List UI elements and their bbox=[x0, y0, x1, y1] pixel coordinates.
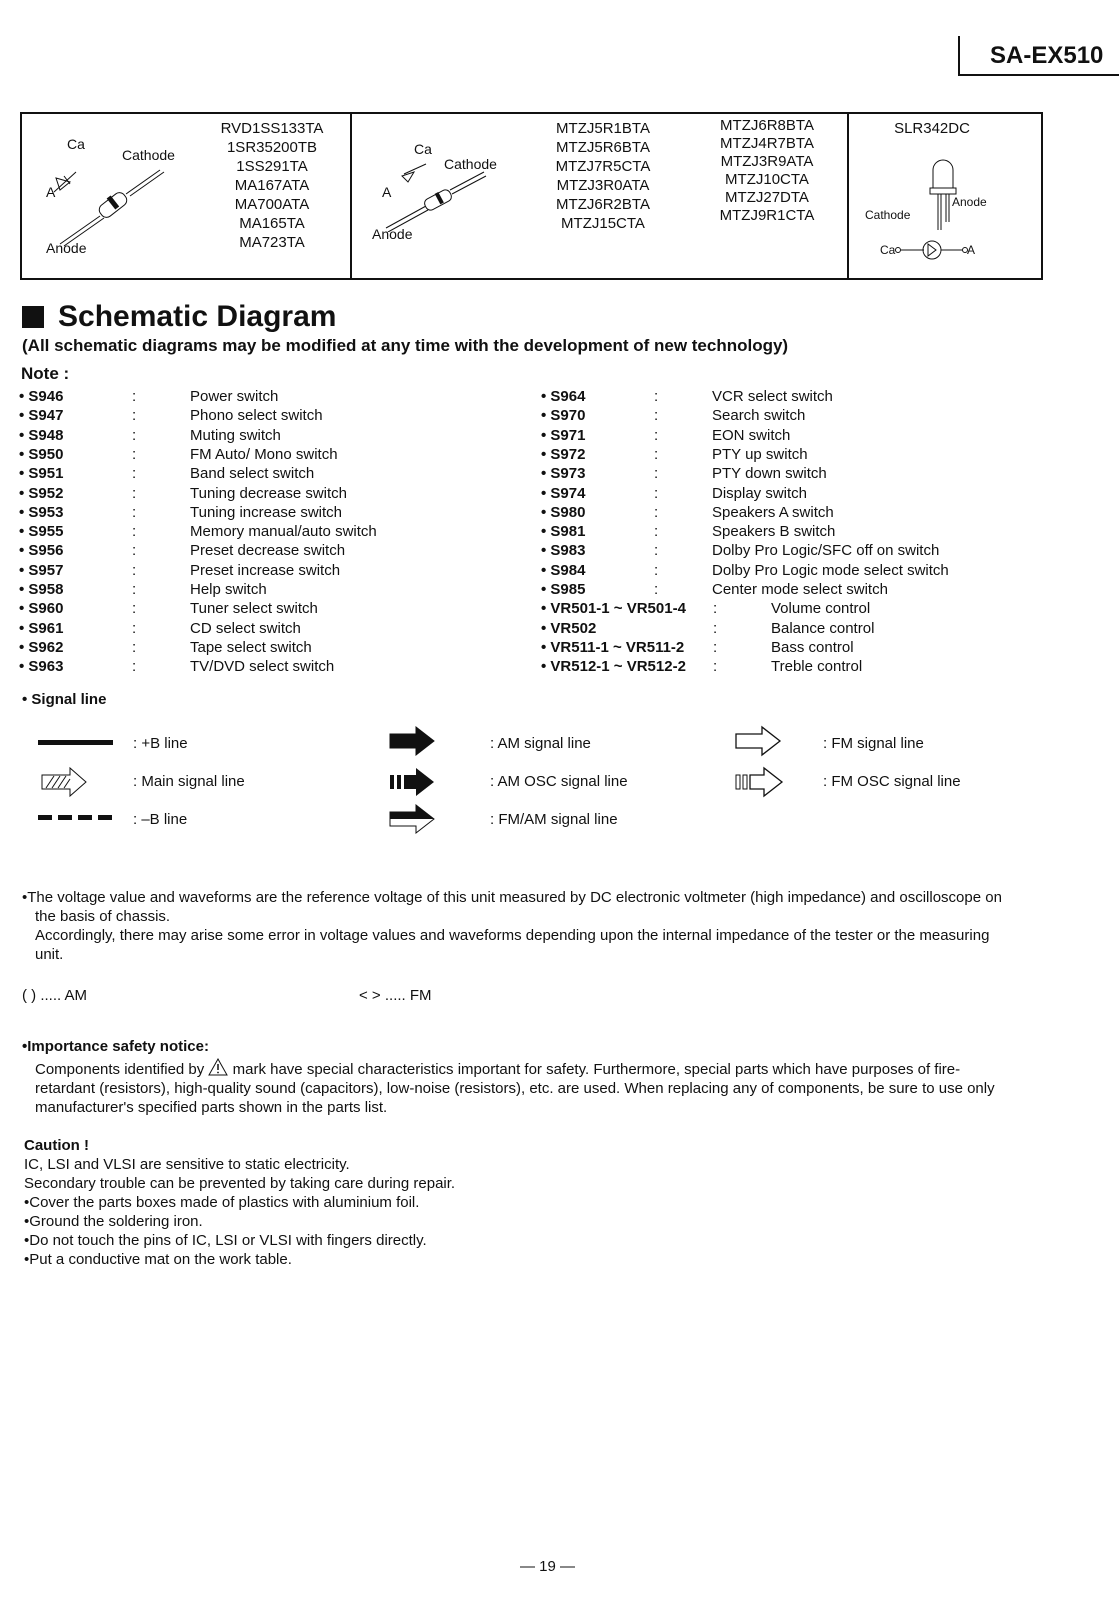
switch-description: Tuning increase switch bbox=[190, 503, 343, 521]
switch-description: Display switch bbox=[712, 484, 808, 502]
switch-code: • S984 bbox=[541, 561, 586, 579]
part-number: MA723TA bbox=[239, 234, 305, 251]
switch-code: • S973 bbox=[541, 465, 586, 483]
part-number: MTZJ9R1CTA bbox=[719, 207, 815, 224]
warning-triangle-icon bbox=[208, 1058, 228, 1076]
title-square-icon bbox=[22, 306, 44, 328]
switch-description: Band select switch bbox=[190, 465, 315, 483]
separator-colon: : bbox=[654, 445, 659, 463]
safety-text-line: manufacturer's specified parts shown in the parts list. bbox=[35, 1099, 388, 1116]
voltage-note-line: unit. bbox=[35, 946, 64, 963]
am-osc-arrow-icon bbox=[388, 765, 438, 799]
switch-code: • S951 bbox=[19, 465, 64, 483]
part-number: MTZJ7R5CTA bbox=[555, 158, 651, 175]
legend-label: : Main signal line bbox=[133, 773, 245, 790]
switch-code: • VR501-1 ~ VR501-4 bbox=[541, 600, 686, 618]
switch-description: Bass control bbox=[771, 638, 854, 656]
caution-line: IC, LSI and VLSI are sensitive to static electricity. bbox=[24, 1156, 350, 1173]
caution-heading: Caution ! bbox=[24, 1137, 89, 1154]
part-list-col2b bbox=[702, 117, 832, 225]
model-number: SA-EX510 bbox=[990, 42, 1104, 69]
switch-description: FM Auto/ Mono switch bbox=[190, 445, 338, 463]
note-label: Note : bbox=[21, 364, 70, 383]
led-part: SLR342DC bbox=[894, 120, 970, 137]
separator-colon: : bbox=[132, 407, 137, 425]
switch-description: Dolby Pro Logic mode select switch bbox=[712, 561, 949, 579]
separator-colon: : bbox=[132, 658, 137, 676]
plus-b-line-icon bbox=[38, 735, 116, 751]
switch-description: Dolby Pro Logic/SFC off on switch bbox=[712, 542, 940, 560]
switch-code: • S963 bbox=[19, 658, 64, 676]
parts-divider bbox=[350, 114, 352, 278]
fm-am-arrow-icon bbox=[388, 802, 438, 836]
part-number: MTZJ3R0ATA bbox=[556, 177, 650, 194]
label-ca: Ca bbox=[67, 136, 85, 152]
section-subtitle: (All schematic diagrams may be modified at any time with the development of new technology) bbox=[22, 336, 789, 355]
switch-description: CD select switch bbox=[190, 619, 301, 637]
switch-description: Speakers B switch bbox=[712, 523, 836, 541]
separator-colon: : bbox=[654, 561, 659, 579]
part-number: MTZJ27DTA bbox=[725, 189, 809, 206]
separator-colon: : bbox=[132, 503, 137, 521]
switch-code: • VR511-1 ~ VR511-2 bbox=[541, 638, 685, 656]
part-number: 1SS291TA bbox=[236, 158, 308, 175]
voltage-note bbox=[22, 888, 1102, 964]
part-list-col1 bbox=[202, 119, 342, 252]
legend-label: : FM/AM signal line bbox=[490, 811, 618, 828]
switch-description: Center mode select switch bbox=[712, 581, 888, 598]
separator-colon: : bbox=[654, 465, 659, 483]
caution-line: •Cover the parts boxes made of plastics with aluminium foil. bbox=[24, 1194, 420, 1211]
switch-code: • S960 bbox=[19, 600, 64, 618]
safety-text-part: Components identified by bbox=[35, 1061, 205, 1078]
switch-description: PTY up switch bbox=[712, 445, 808, 463]
part-number: 1SR35200TB bbox=[226, 139, 318, 156]
switch-code: • S948 bbox=[19, 426, 64, 444]
separator-colon: : bbox=[132, 445, 137, 463]
switch-code: • S974 bbox=[541, 484, 586, 502]
switch-code: • S985 bbox=[541, 581, 586, 598]
part-number: MTZJ6R8BTA bbox=[720, 117, 814, 134]
separator-colon: : bbox=[654, 426, 659, 444]
section-title bbox=[22, 300, 336, 334]
switch-code: • S956 bbox=[19, 542, 64, 560]
switch-code: • S981 bbox=[541, 523, 586, 541]
switch-description: Tape select switch bbox=[190, 638, 312, 656]
switch-description: Volume control bbox=[771, 600, 871, 618]
label-a: A bbox=[967, 243, 976, 257]
switch-description: Speakers A switch bbox=[712, 503, 834, 521]
separator-colon: : bbox=[654, 407, 659, 425]
parts-table bbox=[20, 112, 1043, 280]
legend-label: : FM OSC signal line bbox=[823, 773, 961, 790]
am-marker: ( ) ..... AM bbox=[22, 987, 88, 1004]
label-a: A bbox=[382, 184, 392, 200]
label-cathode: Cathode bbox=[865, 208, 911, 222]
switch-code: • S946 bbox=[19, 388, 64, 405]
switch-code: • S964 bbox=[541, 388, 586, 405]
label-cathode: Cathode bbox=[122, 147, 175, 163]
diode-icon bbox=[40, 154, 170, 254]
switch-code: • S983 bbox=[541, 542, 586, 560]
led-symbol-icon bbox=[894, 238, 974, 262]
separator-colon: : bbox=[132, 426, 137, 444]
switch-description: Preset increase switch bbox=[190, 561, 341, 579]
label-anode: Anode bbox=[46, 240, 87, 256]
switch-description: Memory manual/auto switch bbox=[190, 523, 377, 541]
separator-colon: : bbox=[132, 638, 137, 656]
switch-code: • S957 bbox=[19, 561, 64, 579]
signal-line-heading: • Signal line bbox=[22, 691, 107, 708]
switch-description: Tuner select switch bbox=[190, 600, 318, 618]
part-number: RVD1SS133TA bbox=[220, 120, 324, 137]
parts-divider bbox=[847, 114, 849, 278]
label-anode: Anode bbox=[952, 195, 987, 209]
safety-text bbox=[35, 1058, 1110, 1117]
switch-code: • S955 bbox=[19, 523, 64, 541]
model-header bbox=[958, 36, 1119, 76]
legend-label: : AM signal line bbox=[490, 735, 591, 752]
switch-description: Muting switch bbox=[190, 426, 281, 444]
switch-description: Search switch bbox=[712, 407, 806, 425]
switch-code: • S980 bbox=[541, 503, 586, 521]
switch-description: Balance control bbox=[771, 619, 875, 637]
caution-line: •Do not touch the pins of IC, LSI or VLSI with fingers directly. bbox=[24, 1232, 427, 1249]
caution-line: Secondary trouble can be prevented by taking care during repair. bbox=[24, 1175, 456, 1192]
switch-code: • S952 bbox=[19, 484, 64, 502]
switch-code: • S972 bbox=[541, 445, 586, 463]
switch-description: EON switch bbox=[712, 426, 791, 444]
switch-code: • VR512-1 ~ VR512-2 bbox=[541, 658, 686, 676]
part-number: MTZJ15CTA bbox=[561, 215, 645, 232]
switch-description: PTY down switch bbox=[712, 465, 827, 483]
separator-colon: : bbox=[132, 523, 137, 541]
part-number: MA167ATA bbox=[234, 177, 310, 194]
separator-colon: : bbox=[713, 619, 718, 637]
separator-colon: : bbox=[713, 658, 718, 676]
separator-colon: : bbox=[132, 561, 137, 579]
zener-diode-icon bbox=[374, 162, 504, 232]
separator-colon: : bbox=[654, 503, 659, 521]
separator-colon: : bbox=[654, 542, 659, 560]
safety-heading: •Importance safety notice: bbox=[22, 1038, 209, 1055]
switch-description: Preset decrease switch bbox=[190, 542, 346, 560]
switch-description: VCR select switch bbox=[712, 388, 833, 405]
part-list-col2a bbox=[538, 119, 668, 233]
fm-marker: < > ..... FM bbox=[359, 987, 432, 1004]
label-anode: Anode bbox=[372, 226, 413, 242]
part-number: MTZJ6R2BTA bbox=[556, 196, 650, 213]
switch-code: • S970 bbox=[541, 407, 586, 425]
legend-label: : FM signal line bbox=[823, 735, 924, 752]
switch-code: • S950 bbox=[19, 445, 64, 463]
separator-colon: : bbox=[654, 523, 659, 541]
am-signal-arrow-icon bbox=[388, 724, 438, 758]
label-ca: Ca bbox=[880, 243, 896, 257]
safety-text-part: mark have special characteristics important for safety. Furthermore, special parts which have purposes of fire- bbox=[232, 1061, 961, 1078]
minus-b-dashed-line-icon bbox=[38, 810, 116, 826]
legend-label: : +B line bbox=[133, 735, 188, 752]
switch-code: • VR502 bbox=[541, 619, 597, 637]
switch-description: TV/DVD select switch bbox=[190, 658, 335, 676]
switch-code: • S953 bbox=[19, 503, 64, 521]
part-number: MTZJ5R1BTA bbox=[556, 120, 650, 137]
separator-colon: : bbox=[132, 484, 137, 502]
voltage-note-line: •The voltage value and waveforms are the reference voltage of this unit measured by DC electronic voltmeter (high impedance) and oscilloscope on bbox=[22, 889, 1002, 906]
switch-code: • S962 bbox=[19, 638, 64, 656]
page-title: Schematic Diagram bbox=[58, 300, 337, 333]
switch-code: • S971 bbox=[541, 426, 586, 444]
part-number: MTZJ10CTA bbox=[725, 171, 809, 188]
switch-code: • S958 bbox=[19, 581, 64, 598]
legend-label: : –B line bbox=[133, 811, 188, 828]
separator-colon: : bbox=[654, 388, 659, 405]
switch-code: • S947 bbox=[19, 407, 64, 425]
separator-colon: : bbox=[713, 600, 718, 618]
legend-label: : AM OSC signal line bbox=[490, 773, 628, 790]
label-a: A bbox=[46, 184, 56, 200]
switch-description: Phono select switch bbox=[190, 407, 323, 425]
part-number: MTZJ5R6BTA bbox=[556, 139, 650, 156]
separator-colon: : bbox=[132, 600, 137, 618]
safety-text-line: retardant (resistors), high-quality sound (capacitors), low-noise (resistors), etc. are used. When replacing any of components, be sure to use only bbox=[35, 1080, 995, 1097]
switch-code: • S961 bbox=[19, 619, 64, 637]
part-number: MA165TA bbox=[239, 215, 305, 232]
page-number: — 19 — bbox=[520, 1558, 576, 1575]
part-number: MTZJ3R9ATA bbox=[720, 153, 814, 170]
separator-colon: : bbox=[132, 542, 137, 560]
fm-signal-arrow-icon bbox=[734, 724, 784, 758]
caution-line: •Put a conductive mat on the work table. bbox=[24, 1251, 292, 1268]
caution-line: •Ground the soldering iron. bbox=[24, 1213, 203, 1230]
separator-colon: : bbox=[132, 388, 137, 405]
separator-colon: : bbox=[654, 484, 659, 502]
separator-colon: : bbox=[654, 581, 659, 598]
voltage-note-line: the basis of chassis. bbox=[35, 908, 171, 925]
separator-colon: : bbox=[132, 465, 137, 483]
separator-colon: : bbox=[713, 638, 718, 656]
fm-osc-arrow-icon bbox=[734, 765, 788, 799]
separator-colon: : bbox=[132, 619, 137, 637]
label-cathode: Cathode bbox=[444, 156, 497, 172]
switch-description: Help switch bbox=[190, 581, 267, 598]
label-ca: Ca bbox=[414, 141, 432, 157]
switch-description: Power switch bbox=[190, 388, 279, 405]
part-number: MTZJ4R7BTA bbox=[720, 135, 814, 152]
main-signal-arrow-icon bbox=[40, 765, 90, 799]
part-number: MA700ATA bbox=[234, 196, 310, 213]
switch-description: Tuning decrease switch bbox=[190, 484, 348, 502]
separator-colon: : bbox=[132, 581, 137, 598]
voltage-note-line: Accordingly, there may arise some error in voltage values and waveforms depending upon the internal impedance of the tester or the measuring bbox=[35, 927, 990, 944]
switch-description: Treble control bbox=[771, 658, 863, 676]
caution-list bbox=[24, 1155, 455, 1269]
